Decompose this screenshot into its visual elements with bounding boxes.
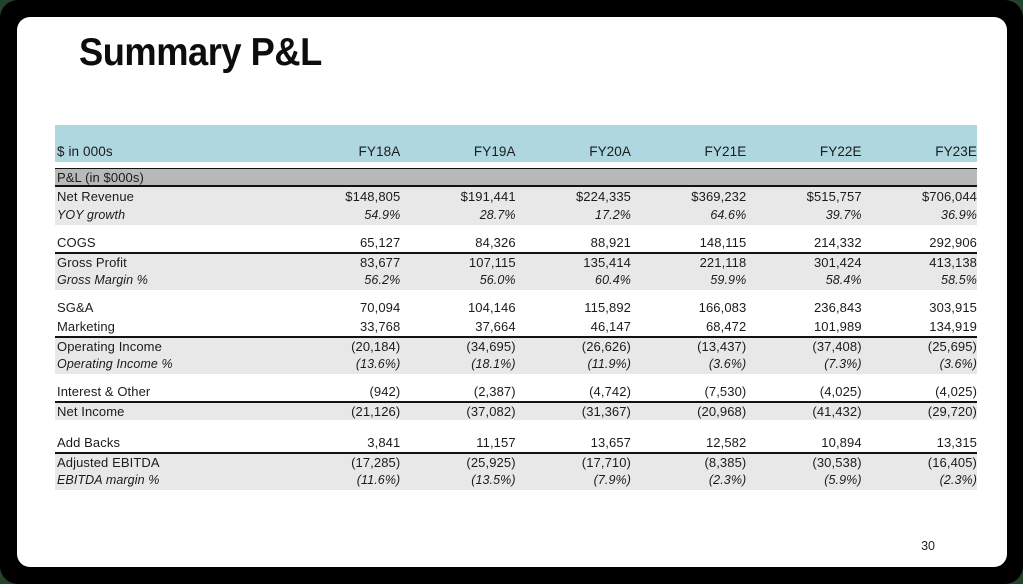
table-header-row bbox=[55, 125, 977, 162]
cell-value: 54.9% bbox=[364, 208, 401, 222]
cell-value: $148,805 bbox=[345, 189, 401, 204]
cell-value: 64.6% bbox=[710, 208, 747, 222]
cell-value: (20,184) bbox=[351, 339, 401, 354]
cell-value: (30,538) bbox=[812, 455, 862, 470]
cell-value: 166,083 bbox=[698, 300, 747, 315]
row-spacer bbox=[55, 374, 977, 382]
row-label: Operating Income % bbox=[57, 357, 173, 371]
table-row bbox=[55, 471, 977, 490]
cell-value: (17,710) bbox=[581, 455, 631, 470]
cell-value: (4,742) bbox=[589, 384, 631, 399]
cell-value: (13,437) bbox=[697, 339, 747, 354]
row-label: EBITDA margin % bbox=[57, 473, 160, 487]
cell-value: (7.9%) bbox=[593, 473, 631, 487]
column-header: FY22E bbox=[819, 144, 862, 159]
cell-value: 221,118 bbox=[699, 255, 747, 270]
row-spacer bbox=[55, 290, 977, 298]
row-label: Adjusted EBITDA bbox=[57, 455, 160, 470]
section-header-label: P&L (in $000s) bbox=[57, 170, 144, 185]
cell-value: (2,387) bbox=[473, 384, 516, 399]
cell-value: (11.6%) bbox=[356, 473, 401, 487]
cell-value: (2.3%) bbox=[708, 473, 747, 487]
cell-value: (4,025) bbox=[935, 384, 977, 399]
cell-value: 58.5% bbox=[941, 273, 977, 287]
cell-value: (20,968) bbox=[697, 404, 747, 419]
column-header: FY20A bbox=[589, 144, 631, 159]
cell-value: (7.3%) bbox=[824, 357, 862, 371]
cell-value: 56.0% bbox=[479, 273, 516, 287]
table-row bbox=[55, 271, 977, 290]
cell-value: 104,146 bbox=[467, 300, 516, 315]
table-row bbox=[55, 355, 977, 374]
cell-value: 101,989 bbox=[813, 319, 862, 334]
cell-value: 88,921 bbox=[590, 235, 631, 250]
section-header-band bbox=[55, 168, 977, 187]
table-row bbox=[55, 233, 977, 252]
cell-value: (25,695) bbox=[927, 339, 977, 354]
cell-value: 115,892 bbox=[584, 300, 631, 315]
cell-value: 303,915 bbox=[929, 300, 977, 315]
cell-value: 301,424 bbox=[813, 255, 862, 270]
cell-value: (29,720) bbox=[927, 404, 977, 419]
cell-value: (8,385) bbox=[704, 455, 747, 470]
cell-value: (37,408) bbox=[812, 339, 862, 354]
row-spacer bbox=[55, 420, 977, 433]
row-label: Net Revenue bbox=[57, 189, 134, 204]
cell-value: (13.5%) bbox=[471, 473, 516, 487]
cell-value: 292,906 bbox=[929, 235, 977, 250]
table-row bbox=[55, 317, 977, 336]
row-label: Operating Income bbox=[57, 339, 162, 354]
cell-value: $191,441 bbox=[460, 189, 516, 204]
cell-value: 70,094 bbox=[359, 300, 401, 315]
cell-value: (18.1%) bbox=[471, 357, 516, 371]
slide-title: Summary P&L bbox=[79, 31, 322, 74]
cell-value: (26,626) bbox=[581, 339, 631, 354]
cell-value: 413,138 bbox=[929, 255, 977, 270]
cell-value: (4,025) bbox=[819, 384, 862, 399]
cell-value: (13.6%) bbox=[355, 357, 401, 371]
page-number: 30 bbox=[921, 539, 935, 553]
cell-value: $224,335 bbox=[575, 189, 631, 204]
row-label: Gross Margin % bbox=[57, 273, 149, 287]
column-header: FY21E bbox=[704, 144, 747, 159]
cell-value: 11,157 bbox=[476, 435, 516, 450]
cell-value: (25,925) bbox=[466, 455, 516, 470]
cell-value: $515,757 bbox=[806, 189, 862, 204]
cell-value: 60.4% bbox=[595, 273, 631, 287]
row-label: Add Backs bbox=[57, 435, 121, 450]
cell-value: (21,126) bbox=[351, 404, 401, 419]
cell-value: (2.3%) bbox=[939, 473, 977, 487]
row-label: Gross Profit bbox=[57, 255, 127, 270]
cell-value: (16,405) bbox=[927, 455, 977, 470]
row-label: Marketing bbox=[57, 319, 115, 334]
cell-value: 10,894 bbox=[821, 435, 862, 450]
cell-value: 36.9% bbox=[941, 208, 977, 222]
cell-value: 17.2% bbox=[595, 208, 631, 222]
cell-value: 135,414 bbox=[583, 255, 631, 270]
table-row bbox=[55, 187, 977, 206]
table-row bbox=[55, 298, 977, 317]
cell-value: (5.9%) bbox=[824, 473, 862, 487]
cell-value: 83,677 bbox=[359, 255, 401, 270]
cell-value: 68,472 bbox=[705, 319, 747, 334]
cell-value: 3,841 bbox=[367, 435, 401, 450]
column-header: FY19A bbox=[473, 144, 516, 159]
cell-value: (41,432) bbox=[812, 404, 862, 419]
cell-value: (3.6%) bbox=[708, 357, 747, 371]
unit-label: $ in 000s bbox=[57, 144, 113, 159]
cell-value: 56.2% bbox=[364, 273, 401, 287]
cell-value: (7,530) bbox=[704, 384, 747, 399]
table-row bbox=[55, 336, 977, 355]
cell-value: (3.6%) bbox=[939, 357, 977, 371]
row-label: Interest & Other bbox=[57, 384, 151, 399]
slide bbox=[17, 17, 1007, 567]
table-row bbox=[55, 252, 977, 271]
cell-value: (11.9%) bbox=[587, 357, 631, 371]
cell-value: 134,919 bbox=[929, 319, 977, 334]
cell-value: (37,082) bbox=[466, 404, 516, 419]
row-label: SG&A bbox=[57, 300, 94, 315]
cell-value: 39.7% bbox=[825, 208, 862, 222]
table-row bbox=[55, 401, 977, 420]
cell-value: 65,127 bbox=[359, 235, 401, 250]
cell-value: 107,115 bbox=[468, 255, 516, 270]
row-spacer bbox=[55, 225, 977, 233]
cell-value: 13,315 bbox=[936, 435, 977, 450]
row-label: COGS bbox=[57, 235, 96, 250]
cell-value: 214,332 bbox=[813, 235, 862, 250]
column-header: FY23E bbox=[935, 144, 977, 159]
cell-value: 28.7% bbox=[479, 208, 516, 222]
cell-value: 58.4% bbox=[825, 273, 862, 287]
cell-value: (34,695) bbox=[466, 339, 516, 354]
cell-value: (17,285) bbox=[351, 455, 401, 470]
pnl-table bbox=[55, 125, 977, 490]
cell-value: 59.9% bbox=[710, 273, 747, 287]
column-header: FY18A bbox=[358, 144, 401, 159]
row-label: Net Income bbox=[57, 404, 125, 419]
cell-value: 148,115 bbox=[699, 235, 747, 250]
cell-value: 13,657 bbox=[590, 435, 631, 450]
cell-value: 12,582 bbox=[705, 435, 747, 450]
cell-value: (942) bbox=[369, 384, 401, 399]
cell-value: (31,367) bbox=[581, 404, 631, 419]
cell-value: 37,664 bbox=[475, 319, 516, 334]
cell-value: 46,147 bbox=[590, 319, 631, 334]
cell-value: 84,326 bbox=[475, 235, 516, 250]
pnl-table-body bbox=[55, 187, 977, 490]
cell-value: $369,232 bbox=[691, 189, 747, 204]
cell-value: 236,843 bbox=[813, 300, 862, 315]
cell-value: 33,768 bbox=[359, 319, 401, 334]
cell-value: $706,044 bbox=[921, 189, 977, 204]
table-row bbox=[55, 206, 977, 225]
table-row bbox=[55, 433, 977, 452]
row-label: YOY growth bbox=[57, 208, 126, 222]
table-row bbox=[55, 382, 977, 401]
table-row bbox=[55, 452, 977, 471]
